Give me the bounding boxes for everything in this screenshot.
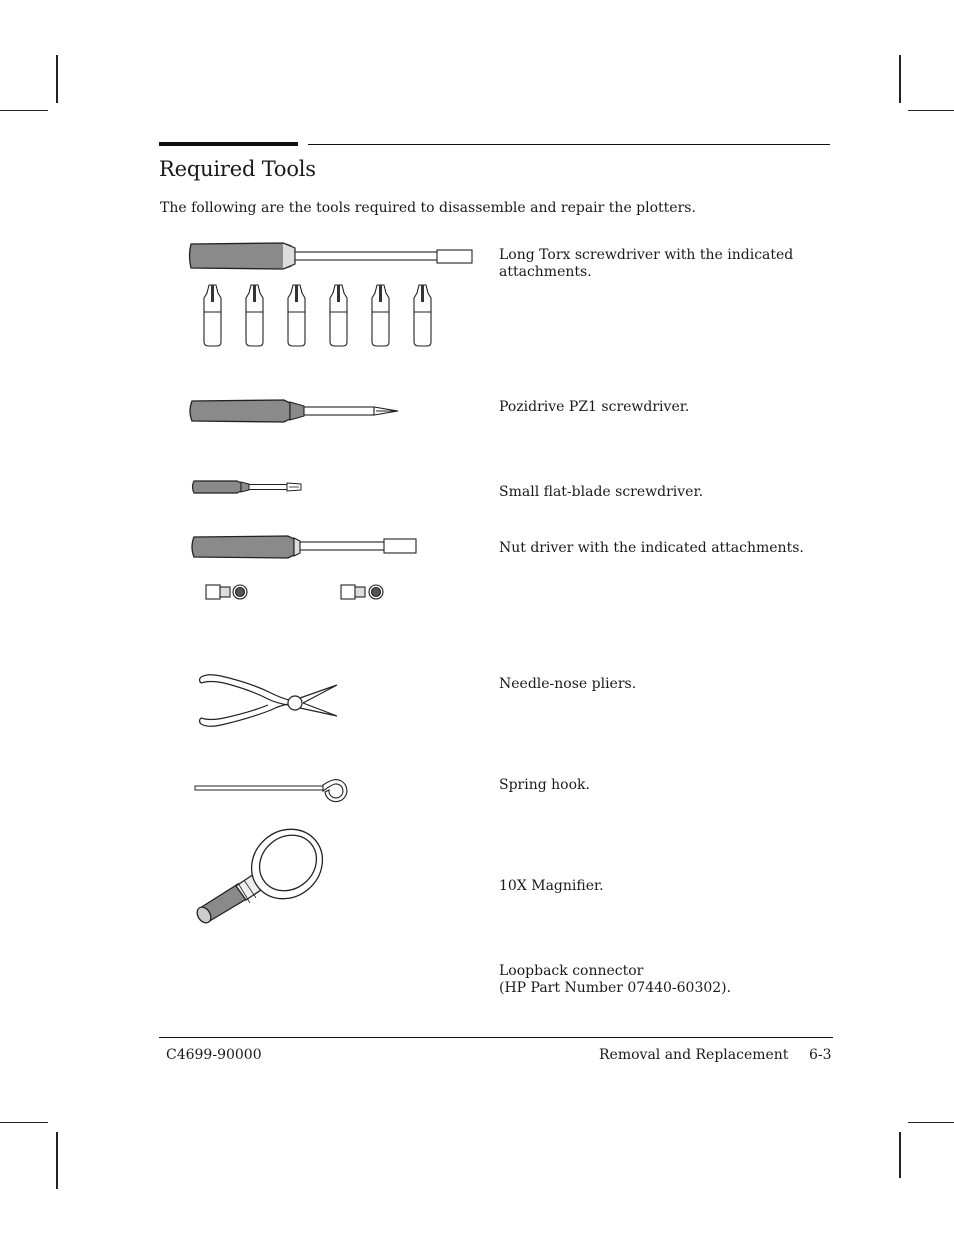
tool-description-pozidrive: Pozidrive PZ1 screwdriver. bbox=[499, 399, 690, 415]
tool-description-torx: Long Torx screwdriver with the indicated attachments. bbox=[499, 247, 794, 280]
loopback-line-1: Loopback connector bbox=[499, 963, 644, 979]
magnifier-icon bbox=[190, 826, 332, 928]
tool-description-loopback bbox=[499, 963, 819, 997]
crop-mark bbox=[908, 110, 954, 111]
footer-section: Removal and Replacement bbox=[599, 1047, 789, 1063]
crop-mark bbox=[0, 1122, 48, 1123]
intro-text: The following are the tools required to disassemble and repair the plotters. bbox=[160, 200, 696, 216]
crop-mark bbox=[56, 1132, 58, 1189]
nut-driver-with-sockets-icon bbox=[188, 533, 420, 605]
crop-mark bbox=[899, 55, 901, 103]
tool-description-spring-hook: Spring hook. bbox=[499, 777, 590, 793]
torx-screwdriver-with-bits-icon bbox=[185, 238, 480, 350]
page-title: Required Tools bbox=[159, 157, 316, 181]
tool-description-pliers: Needle-nose pliers. bbox=[499, 676, 637, 692]
footer-page-number: 6-3 bbox=[809, 1047, 832, 1063]
footer-doc-number: C4699-90000 bbox=[166, 1047, 262, 1063]
needle-nose-pliers-icon bbox=[196, 668, 342, 734]
tool-description-magnifier: 10X Magnifier. bbox=[499, 878, 604, 894]
flat-blade-screwdriver-icon bbox=[189, 477, 305, 497]
crop-mark bbox=[56, 55, 58, 103]
crop-mark bbox=[0, 110, 48, 111]
tool-description-nut-driver: Nut driver with the indicated attachments. bbox=[499, 540, 804, 556]
pozidrive-screwdriver-icon bbox=[186, 396, 404, 426]
loopback-line-2: (HP Part Number 07440-60302). bbox=[499, 980, 732, 996]
footer-rule bbox=[159, 1037, 833, 1038]
heading-rule-thin bbox=[308, 144, 830, 145]
crop-mark bbox=[908, 1122, 954, 1123]
heading-rule-thick bbox=[159, 142, 298, 146]
spring-hook-icon bbox=[192, 775, 356, 807]
crop-mark bbox=[899, 1132, 901, 1178]
tool-description-flat-blade: Small flat-blade screwdriver. bbox=[499, 484, 704, 500]
